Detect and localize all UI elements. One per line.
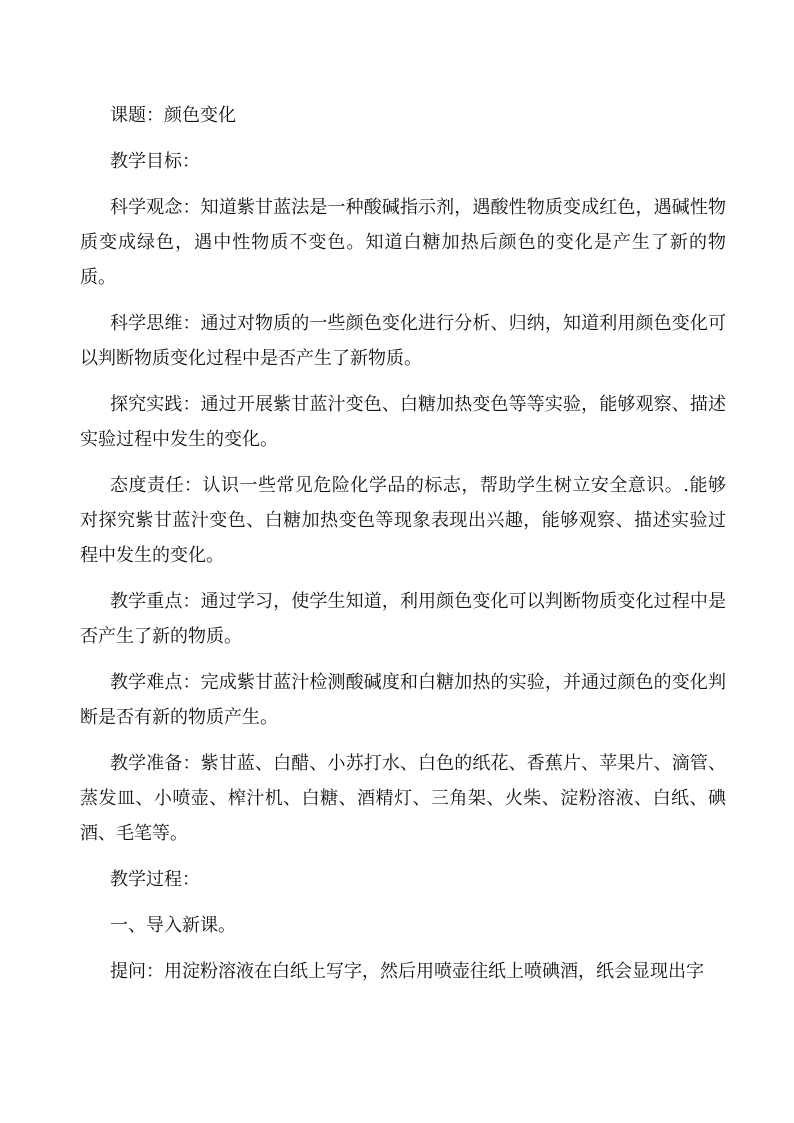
objective-attitude-responsibility: 态度责任：认识一些常见危险化学品的标志，帮助学生树立安全意识。.能够对探究紫甘蓝汁变色、白糖加热变色等现象表现出兴趣，能够观察、描述实验过程中发生的变化。 [80,475,726,566]
objective-scientific-thinking: 科学思维：通过对物质的一些颜色变化进行分析、归纳，知道利用颜色变化可以判断物质变化过程中是否产生了新物质。 [80,313,726,369]
section-introduction-heading: 一、导入新课。 [110,915,236,936]
document-body [80,98,726,1000]
teaching-process-heading: 教学过程： [110,869,200,890]
lesson-title: 课题：颜色变化 [110,105,236,126]
objective-scientific-concept: 科学观念：知道紫甘蓝法是一种酸碱指示剂，遇酸性物质变成红色，遇碱性物质变成绿色，遇中性物质不变色。知道白糖加热后颜色的变化是产生了新的物质。 [80,197,726,288]
objective-inquiry-practice: 探究实践：通过开展紫甘蓝汁变色、白糖加热变色等等实验，能够观察、描述实验过程中发生的变化。 [80,394,726,450]
teaching-difficulty: 教学难点：完成紫甘蓝汁检测酸碱度和白糖加热的实验，并通过颜色的变化判断是否有新的物质产生。 [80,672,726,728]
teaching-objectives-heading: 教学目标： [110,151,200,172]
teaching-key-point: 教学重点：通过学习，使学生知道，利用颜色变化可以判断物质变化过程中是否产生了新的物质。 [80,591,726,647]
teaching-preparation: 教学准备：紫甘蓝、白醋、小苏打水、白色的纸花、香蕉片、苹果片、滴管、蒸发皿、小喷壶、榨汁机、白糖、酒精灯、三角架、火柴、淀粉溶液、白纸、碘酒、毛笔等。 [80,753,726,844]
introduction-question: 提问：用淀粉溶液在白纸上写字，然后用喷壶往纸上喷碘酒，纸会显现出字 [110,961,704,982]
